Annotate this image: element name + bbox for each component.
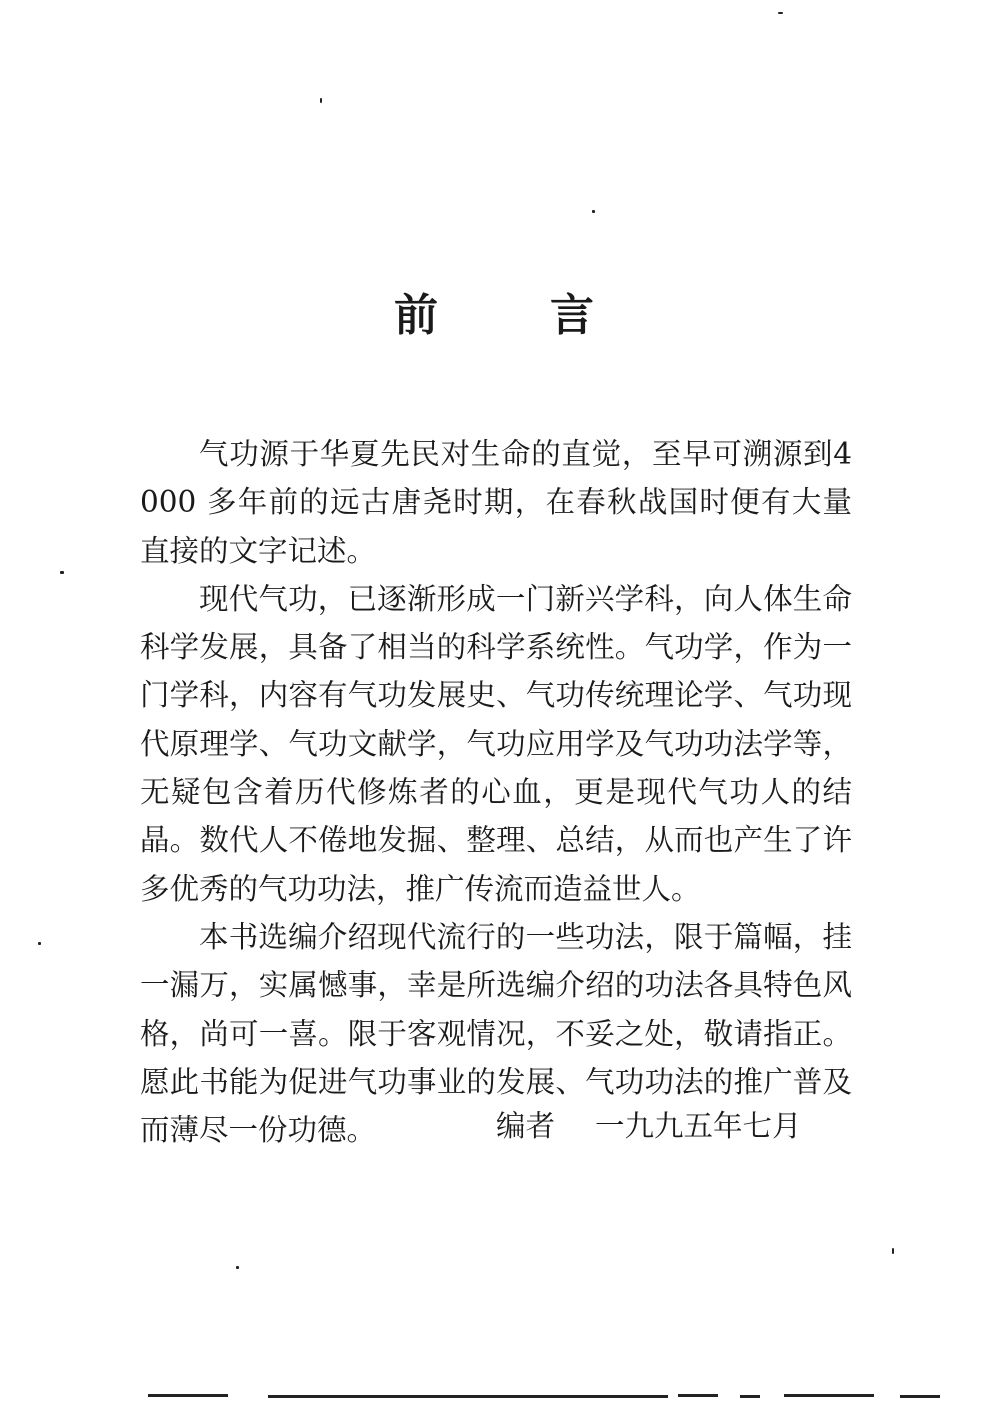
page-title [0,279,990,343]
bottom-rule-segment [900,1395,940,1398]
paragraph-1: 气功源于华夏先民对生命的直觉，至早可溯源到4000 多年前的远古唐尧时期，在春秋战国时便有大量直接的文字记述。 [140,437,852,568]
title-char-1: 前 [394,290,440,342]
title-char-2: 言 [550,290,596,342]
scan-speck [892,1248,894,1254]
preface-body [140,430,852,1154]
bottom-rule-segment [678,1394,718,1397]
bottom-rule-segment [148,1394,228,1397]
scan-speck [38,942,41,945]
paragraph-3: 本书选编介绍现代流行的一些功法，限于篇幅，挂一漏万，实属憾事，幸是所选编介绍的功法各具特色风格，尚可一喜。限于客观情况，不妥之处，敬请指正。愿此书能为促进气功事业的发展、气功功法的推广普及而薄尽一份功德。 [140,919,852,1148]
scan-speck [236,1266,239,1269]
scan-speck [320,98,322,103]
scan-speck [592,210,595,213]
signature-line [496,1106,802,1146]
scan-speck [778,12,783,14]
signature-author: 编者 [496,1109,556,1143]
bottom-rule-segment [268,1395,668,1398]
signature-date: 一九九五年七月 [595,1109,802,1143]
bottom-rule-segment [740,1395,760,1398]
bottom-rule-segment [784,1394,874,1397]
paragraph-2: 现代气功，已逐渐形成一门新兴学科，向人体生命科学发展，具备了相当的科学系统性。气功学，作为一门学科，内容有气功发展史、气功传统理论学、气功现代原理学、气功文献学，气功应用学及气功功法学等，无疑包含着历代修炼者的心血，更是现代气功人的结晶。数代人不倦地发掘、整理、总结，从而也产生了许多优秀的气功功法，推广传流而造益世人。 [140,581,852,906]
scan-speck [60,571,64,574]
